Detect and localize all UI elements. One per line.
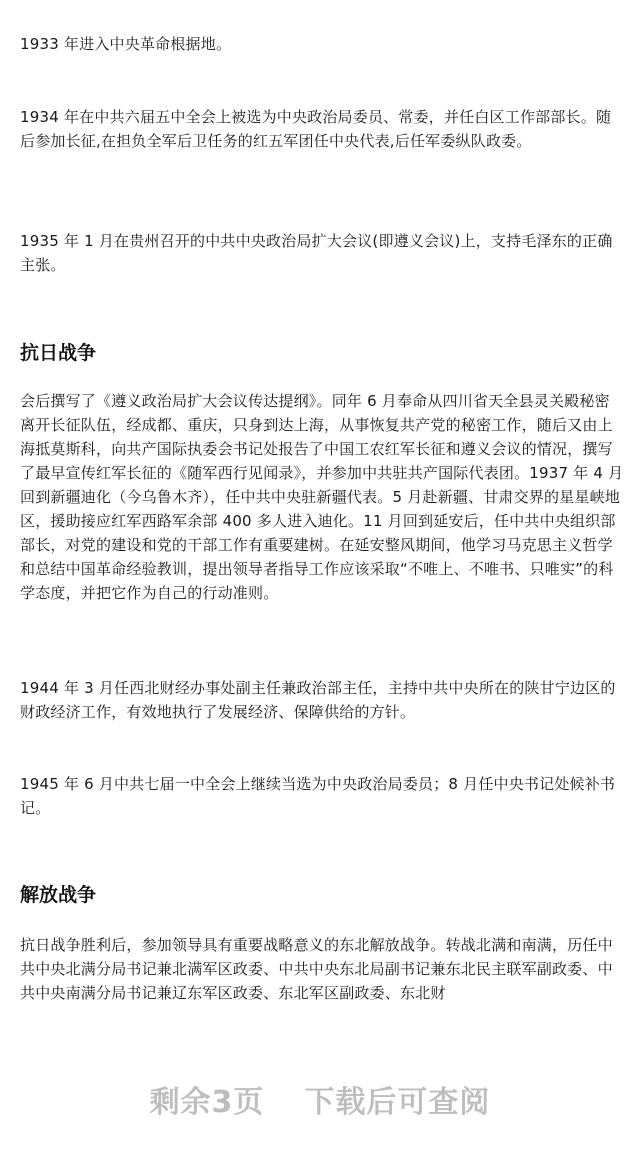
paragraph-1933: 1933 年进入中央革命根据地。 (20, 35, 232, 53)
section-heading-liberation-war: 解放战争 (20, 884, 97, 906)
paragraph-liberation-war: 抗日战争胜利后，参加领导具有重要战略意义的东北解放战争。转战北满和南满，历任中共中央北满分局书记兼北满军区政委、中共中央东北局副书记兼东北民主联军副政委、中共中央南满分局书记兼辽东军区政委、东北军区副政委、东北财 (20, 936, 613, 1002)
section-heading-anti-japanese-war: 抗日战争 (20, 342, 97, 364)
paragraph-1934: 1934 年在中共六届五中全会上被选为中央政治局委员、常委，并任白区工作部部长。随后参加长征,在担负全军后卫任务的红五军团任中央代表,后任军委纵队政委。 (20, 108, 612, 150)
remaining-pages-label: 剩余3页 (149, 1085, 265, 1120)
paragraph-anti-japanese-war: 会后撰写了《遵义政治局扩大会议传达提纲》。同年 6 月奉命从四川省天全县灵关殿秘密离开长征队伍，经成都、重庆，只身到达上海，从事恢复共产党的秘密工作，随后又由上海抵莫斯科，向共产国际执委会书记处报告了中国工农红军长征和遵义会议的情况，撰写了最早宣传红军长征的《随军西行见闻录》，并参加中共驻共产国际代表团。1937 年 4 月回到新疆迪化（今乌鲁木齐），任中共中央驻新疆代表。5 月赴新疆、甘肃交界的星星峡地区，援助接应红军西路军余部 400 多人进入迪化。11 月回到延安后，任中共中央组织部部长，对党的建设和党的干部工作有重要建树。在延安整风期间，他学习马克思主义哲学和总结中国革命经验教训，提出领导者指导工作应该采取“不唯上、不唯书、只唯实”的科学态度，并把它作为自己的行动准则。 (20, 392, 624, 602)
download-prompt-banner[interactable] (0, 1077, 640, 1121)
paragraph-1935: 1935 年 1 月在贵州召开的中共中央政治局扩大会议(即遵义会议)上，支持毛泽东的正确主张。 (20, 232, 613, 274)
paragraph-1945: 1945 年 6 月中共七届一中全会上继续当选为中央政治局委员；8 月任中央书记处候补书记。 (20, 775, 616, 817)
paragraph-1944: 1944 年 3 月任西北财经办事处副主任兼政治部主任，主持中共中央所在的陕甘宁边区的财政经济工作，有效地执行了发展经济、保障供给的方针。 (20, 679, 616, 721)
download-to-view-label: 下载后可查阅 (304, 1085, 491, 1120)
